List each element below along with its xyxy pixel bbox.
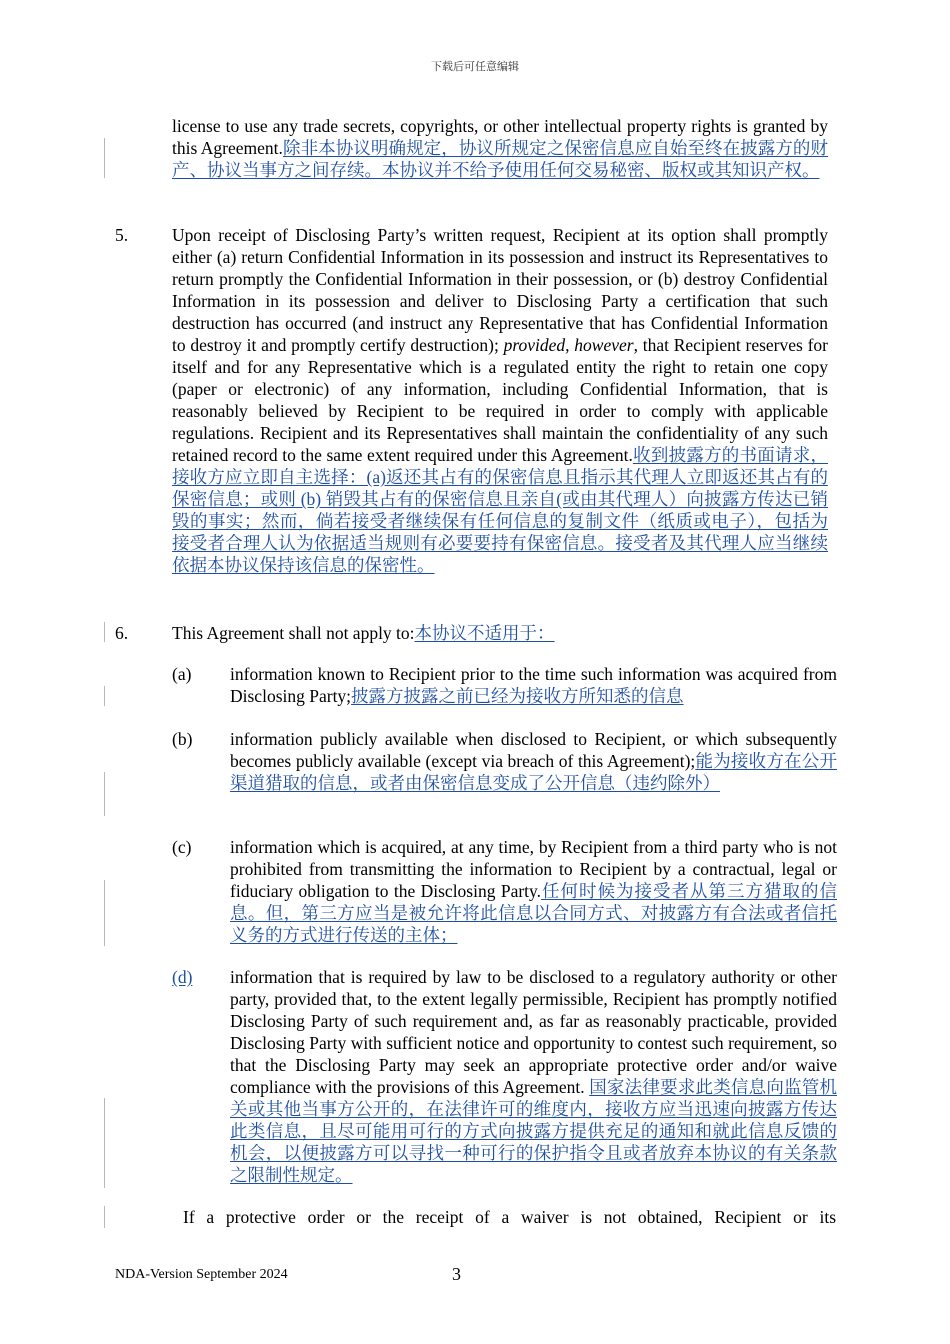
clause-5-number: 5. [115,225,129,245]
item-a-cn: 披露方披露之前已经为接收方所知悉的信息 [351,686,684,706]
trailing-en: If a protective order or the receipt of a waiver is not obtained, Recipient or its [183,1207,836,1227]
continuation-paragraph [172,115,828,181]
item-c-en: information which is acquired, at any time, by Recipient from a third party who is not prohibited from transmitting the information to Recipient by a contractual, legal or fiduciary obligation to the Disclosing Party. [230,837,837,901]
clause-6-intro [172,622,828,644]
item-d-label: (d) [172,967,193,987]
item-d-en: information that is required by law to be disclosed to a regulatory authority or other party, provided that, to the extent legally permissible, Recipient has promptly notified Disclosing Party of such requirement and, as far as reasonably practicable, provided Disclosing Party with sufficient notice and opportunity to contest such requirement, so that the Disclosing Party may seek an appropriate protective order and/or waive compliance with the provisions of this Agreement. [230,967,837,1097]
change-bar [104,622,105,642]
change-bar [104,880,105,946]
footer-version: NDA-Version September 2024 [115,1267,288,1282]
change-bar [104,1098,105,1188]
change-bar [104,772,105,816]
clause-6-number: 6. [115,623,129,643]
item-a-text [230,663,837,707]
clause-6-en: This Agreement shall not apply to: [172,623,415,643]
item-b-cn: 能为接收方在公开渠道猎取的信息，或者由保密信息变成了公开信息（违约除外） [230,751,837,793]
clause-6-cn: 本协议不适用于： [414,623,555,643]
page-number: 3 [452,1264,461,1284]
continuation-cn: 除非本协议明确规定，协议所规定之保密信息应自始至终在披露方的财产、协议当事方之间存续。本协议并不给予使用任何交易秘密、版权或其知识产权。 [172,138,829,180]
item-d-text [230,966,837,1186]
page-header-watermark: 下载后可任意编辑 [431,60,519,73]
change-bar [104,686,105,706]
clause-5-en-cont: , that Recipient reserves for itself and for any Representative which is a regulated entity the right to retain one copy (paper or electronic) of any information, including Confidential Information, that is reasonably believed by Recipient to be required in order to comply with applicable regulations. Recipient and its Representatives shall maintain the confidentiality of any such retained record to the same extent required under this Agreement. [172,335,828,465]
item-b-en: information publicly available when disclosed to Recipient, or which subsequently becomes publicly available (except via breach of this Agreement); [230,729,837,771]
clause-5-paragraph [172,224,828,576]
item-a-label: (a) [172,664,192,684]
clause-5-cn: 收到披露方的书面请求，接收方应立即自主选择：(a)返还其占有的保密信息且指示其代理人立即返还其占有的保密信息；或则 (b) 销毁其占有的保密信息且亲自(或由其代理人）向披露方传达已销毁的事实；然而，倘若接受者继续保有任何信息的复制文件（纸质或电子），包括为接受者合理人认为依据适当规则有必要要持有保密信息。接受者及其代理人应当继续依据本协议保持该信息的保密性。 [172,445,829,575]
trailing-paragraph [183,1206,836,1228]
clause-5-en: Upon receipt of Disclosing Party’s written request, Recipient at its option shall promptly either (a) return Confidential Information in its possession and instruct its Representatives to return promptly the Confidential Information in their possession, or (b) destroy Confidential Information in its possession and deliver to Disclosing Party a certification that such destruction has occurred (and instruct any Representative that has Confidential Information to destroy it and promptly certify destruction); [172,225,828,355]
continuation-en: license to use any trade secrets, copyrights, or other intellectual property rights is granted by this Agreement. [172,116,828,158]
item-c-cn: 任何时候为接受者从第三方猎取的信息。但，第三方应当是被允许将此信息以合同方式、对披露方有合法或者信托义务的方式进行传送的主体； [230,881,837,945]
item-c-label: (c) [172,837,192,857]
item-a-en: information known to Recipient prior to the time such information was acquired from Disclosing Party; [230,664,837,706]
item-c-text [230,836,837,946]
item-b-label: (b) [172,729,193,749]
change-bar [104,1206,105,1228]
item-d-cn: 国家法律要求此类信息向监管机关或其他当事方公开的，在法律许可的维度内，接收方应当迅速向披露方传达此类信息，且尽可能用可行的方式向披露方提供充足的通知和就此信息反馈的机会，以便披露方可以寻找一种可行的保护指令且或者放弃本协议的有关条款之限制性规定。 [230,1077,838,1185]
item-b-text [230,728,837,794]
clause-5-italic: provided, however [503,335,634,355]
change-bar [104,138,105,178]
